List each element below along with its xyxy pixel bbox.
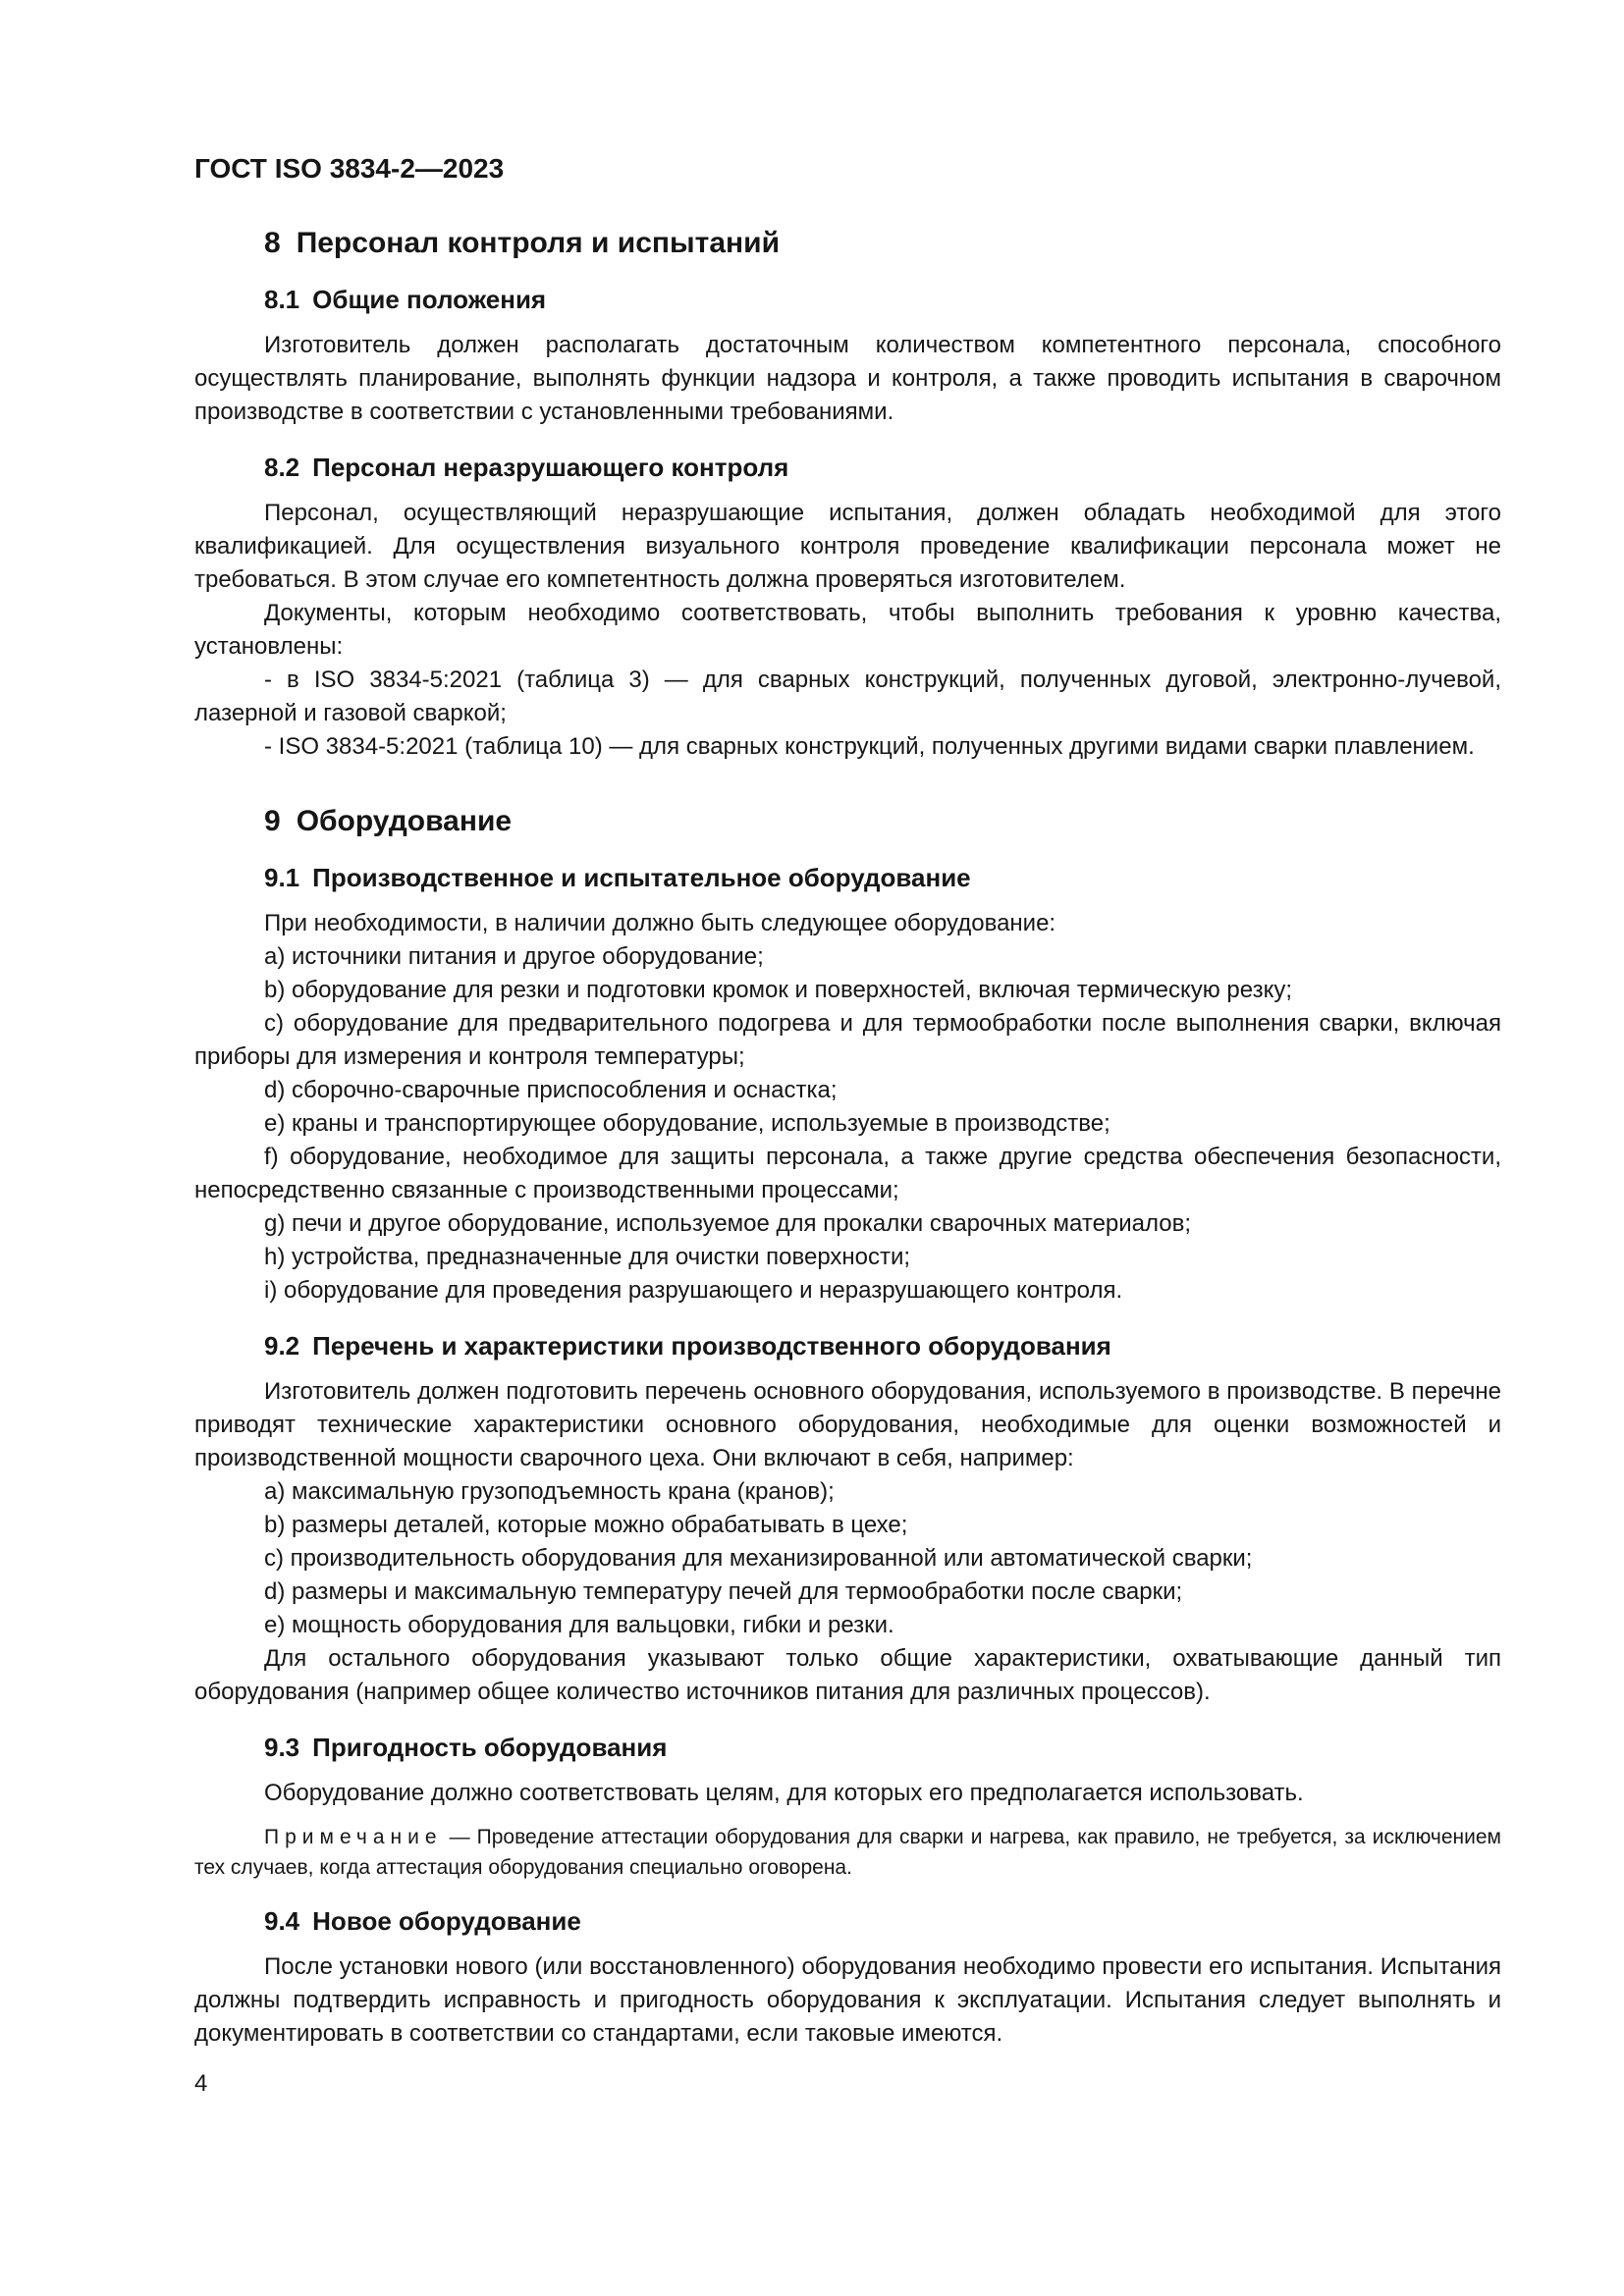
subsection-heading (194, 1906, 1501, 1937)
heading-title: Пригодность оборудования (312, 1733, 668, 1762)
letter-list-item: g) печи и другое оборудование, используемое для прокалки сварочных материалов; (264, 1210, 1192, 1237)
letter-list-item: i) оборудование для проведения разрушающего и неразрушающего контроля. (264, 1277, 1123, 1304)
letter-list-item: a) максимальную грузоподъемность крана (кранов); (264, 1478, 835, 1505)
paragraph: Документы, которым необходимо соответствовать, чтобы выполнить требования к уровню качества, установлены: (194, 600, 1501, 660)
heading-number: 8 (264, 227, 281, 259)
heading-number: 9 (264, 805, 281, 837)
heading-number: 9.3 (264, 1733, 300, 1762)
letter-list-item: d) размеры и максимальную температуру печей для термообработки после сварки; (264, 1578, 1183, 1605)
paragraph: После установки нового (или восстановленного) оборудования необходимо провести его испытания. Испытания должны подтвердить исправность и пригодность оборудования к эксплуатации. Испытания следует выполнять и документировать в соответствии со стандартами, если таковые имеются. (194, 1953, 1501, 2047)
letter-list-item: f) оборудование, необходимое для защиты персонала, а также другие средства обеспечения безопасности, непосредственно связанные с производственными процессами; (194, 1144, 1501, 1203)
heading-number: 8.2 (264, 453, 300, 482)
paragraph: При необходимости, в наличии должно быть следующее оборудование: (264, 910, 1056, 936)
subsection-heading (194, 453, 1501, 483)
letter-list-item: d) сборочно-сварочные приспособления и оснастка; (264, 1077, 838, 1103)
dash-list-item: - ISO 3834-5:2021 (таблица 10) — для сварных конструкций, полученных другими видами сварки плавлением. (264, 733, 1475, 760)
heading-title: Персонал контроля и испытаний (296, 227, 781, 259)
paragraph: Для остального оборудования указывают только общие характеристики, охватывающие данный тип оборудования (например общее количество источников питания для различных процессов). (194, 1645, 1501, 1705)
letter-list-item: b) оборудование для резки и подготовки кромок и поверхностей, включая термическую резку; (264, 977, 1293, 1003)
subsection-heading (194, 285, 1501, 315)
chapter-heading (194, 225, 1501, 261)
note-label: Примечание (264, 1826, 443, 1848)
letter-list-item: c) производительность оборудования для механизированной или автоматической сварки; (264, 1545, 1253, 1572)
chapter-heading (194, 803, 1501, 839)
heading-title: Перечень и характеристики производственного оборудования (312, 1331, 1111, 1361)
subsection-heading (194, 863, 1501, 893)
heading-number: 9.2 (264, 1331, 300, 1361)
heading-number: 8.1 (264, 285, 300, 314)
document-body (194, 225, 1501, 2051)
note-text: — Проведение аттестации оборудования для сварки и нагрева, как правило, не требуется, за исключением тех случаев, когда аттестация оборудования специально оговорена. (194, 1826, 1501, 1879)
running-head-standard-designation: ГОСТ ISO 3834-2—2023 (194, 153, 505, 184)
dash-list-item: - в ISO 3834-5:2021 (таблица 3) — для сварных конструкций, полученных дуговой, электронно-лучевой, лазерной и газовой сваркой; (194, 667, 1501, 726)
heading-number: 9.1 (264, 863, 300, 892)
paragraph: Изготовитель должен располагать достаточным количеством компетентного персонала, способного осуществлять планирование, выполнять функции надзора и контроля, а также проводить испытания в сварочном производстве в соответствии с установленными требованиями. (194, 332, 1501, 425)
paragraph: Изготовитель должен подготовить перечень основного оборудования, используемого в производстве. В перечне приводят технические характеристики основного оборудования, необходимые для оценки возможностей и производственной мощности сварочного цеха. Они включают в себя, например: (194, 1378, 1501, 1471)
page-number: 4 (194, 2070, 208, 2097)
note (194, 1822, 1501, 1883)
heading-number: 9.4 (264, 1906, 300, 1936)
heading-title: Оборудование (296, 805, 513, 837)
paragraph: Оборудование должно соответствовать целям, для которых его предполагается использовать. (264, 1780, 1304, 1806)
subsection-heading (194, 1331, 1501, 1362)
heading-title: Новое оборудование (312, 1906, 581, 1936)
paragraph: Персонал, осуществляющий неразрушающие испытания, должен обладать необходимой для этого квалификацией. Для осуществления визуального контроля проведение квалификации персонала может не требоваться. В этом случае его компетентность должна проверяться изготовителем. (194, 500, 1501, 593)
letter-list-item: b) размеры деталей, которые можно обрабатывать в цехе; (264, 1512, 908, 1538)
subsection-heading (194, 1733, 1501, 1763)
letter-list-item: h) устройства, предназначенные для очистки поверхности; (264, 1244, 911, 1270)
heading-title: Производственное и испытательное оборудование (312, 863, 971, 892)
letter-list-item: e) мощность оборудования для вальцовки, гибки и резки. (264, 1612, 894, 1638)
letter-list-item: a) источники питания и другое оборудование; (264, 943, 764, 970)
letter-list-item: c) оборудование для предварительного подогрева и для термообработки после выполнения сварки, включая приборы для измерения и контроля температуры; (194, 1010, 1501, 1070)
letter-list-item: e) краны и транспортирующее оборудование, используемые в производстве; (264, 1110, 1110, 1137)
heading-title: Общие положения (312, 285, 547, 314)
heading-title: Персонал неразрушающего контроля (312, 453, 789, 482)
